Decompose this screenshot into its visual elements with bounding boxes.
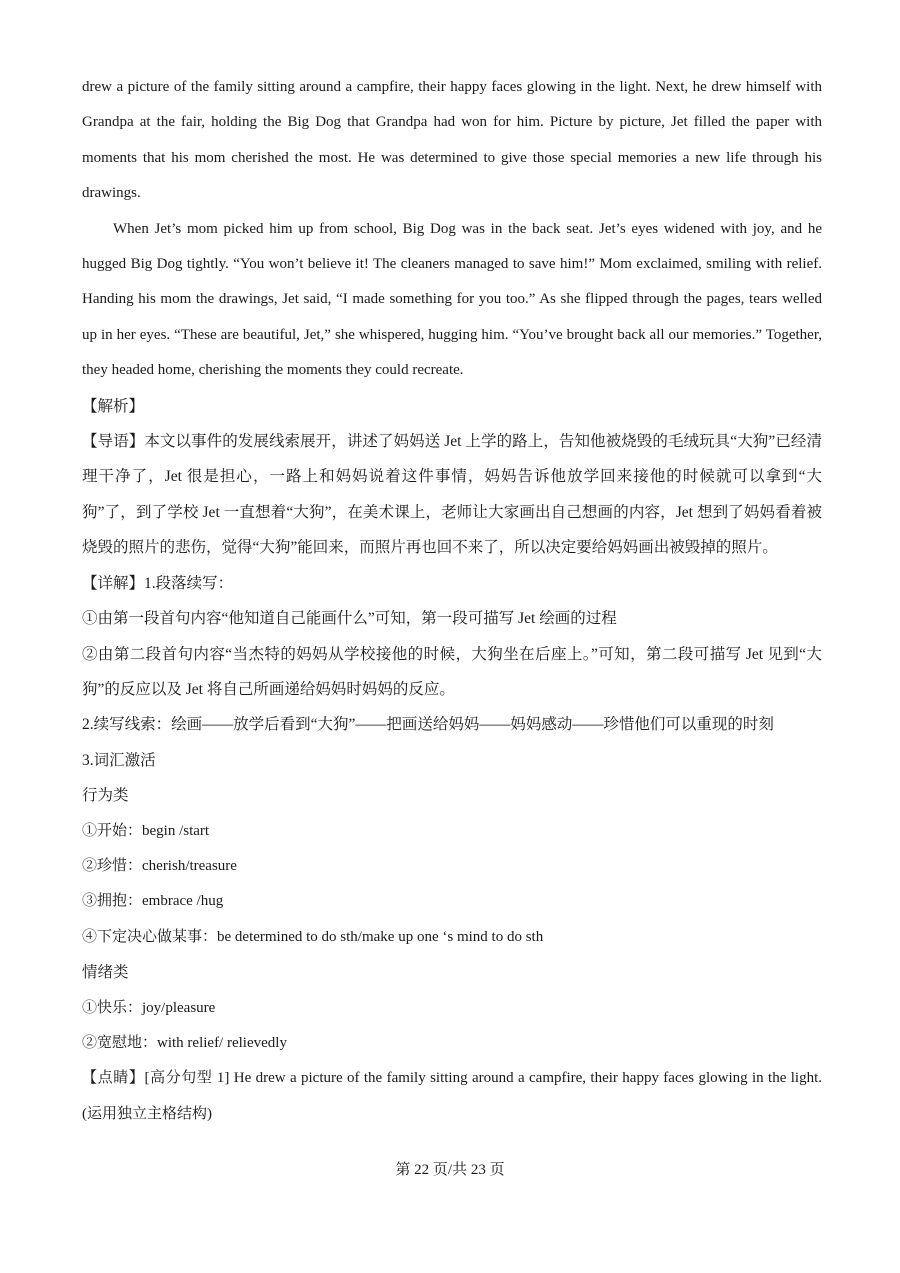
story-paragraph-1: drew a picture of the family sitting around a campfire, their happy faces glowing in the light. Next, he drew himself with Grandpa at the fair, holding the Big Dog that Grandpa had won for him. Picture by picture, Jet filled the paper with moments that his mom cherished the most. He was determined to give those special memories a new life through his drawings.	[82, 79, 822, 202]
page-number-footer: 第 22 页/共 23 页	[395, 1162, 505, 1178]
guide-paragraph: 【导语】本文以事件的发展线索展开，讲述了妈妈送 Jet 上学的路上，告知他被烧毁的毛绒玩具“大狗”已经清理干净了，Jet 很是担心，一路上和妈妈说着这件事情，妈妈告诉他放学回来接他的时候就可以拿到“大狗”了，到了学校 Jet 一直想着“大狗”，在美术课上，老师让大家画出自己想画的内容，Jet 想到了妈妈看着被烧毁的照片的悲伤，觉得“大狗”能回来，而照片再也回不来了，所以决定要给妈妈画出被毁掉的照片。	[82, 433, 822, 557]
vocab-heading: 3.词汇激活	[82, 751, 156, 769]
behavior-item: ④下定决心做某事：be determined to do sth/make up one ‘s mind to do sth	[82, 928, 544, 945]
emotion-item: ①快乐：joy/pleasure	[82, 999, 216, 1016]
emotion-heading: 情绪类	[82, 964, 129, 982]
detail-heading: 【详解】1.段落续写：	[82, 574, 234, 592]
behavior-heading: 行为类	[82, 787, 129, 805]
emotion-item: ②宽慰地：with relief/ relievedly	[82, 1034, 287, 1051]
analysis-heading: 【解析】	[82, 397, 145, 415]
behavior-item: ②珍惜：cherish/treasure	[82, 857, 237, 874]
story-paragraph-2: When Jet’s mom picked him up from school, Big Dog was in the back seat. Jet’s eyes widened with joy, and he hugged Big Dog tightly. “You won’t believe it! The cleaners managed to save him!” Mom exclaimed, smiling with relief. Handing his mom the drawings, Jet said, “I made something for you too.” As she flipped through the pages, tears welled up in her eyes. “These are beautiful, Jet,” she whispered, hugging him. “You’ve brought back all our memories.” Together, they headed home, cherishing the moments they could recreate.	[82, 220, 822, 379]
detail-point-2: ②由第二段首句内容“当杰特的妈妈从学校接他的时候，大狗坐在后座上。”可知，第二段可描写 Jet 见到“大狗”的反应以及 Jet 将自己所画递给妈妈时妈妈的反应。	[82, 645, 822, 698]
behavior-item: ①开始：begin /start	[82, 822, 210, 839]
highlight-paragraph: 【点睛】[高分句型 1] He drew a picture of the family sitting around a campfire, their happy faces glowing in the light. (运用独立主格结构)	[82, 1070, 822, 1122]
page-content	[82, 70, 822, 1132]
detail-point-1: ①由第一段首句内容“他知道自己能画什么”可知，第一段可描写 Jet 绘画的过程	[82, 610, 617, 628]
continuation-clues: 2.续写线索：绘画——放学后看到“大狗”——把画送给妈妈——妈妈感动——珍惜他们可以重现的时刻	[82, 716, 774, 734]
behavior-item: ③拥抱：embrace /hug	[82, 893, 224, 910]
